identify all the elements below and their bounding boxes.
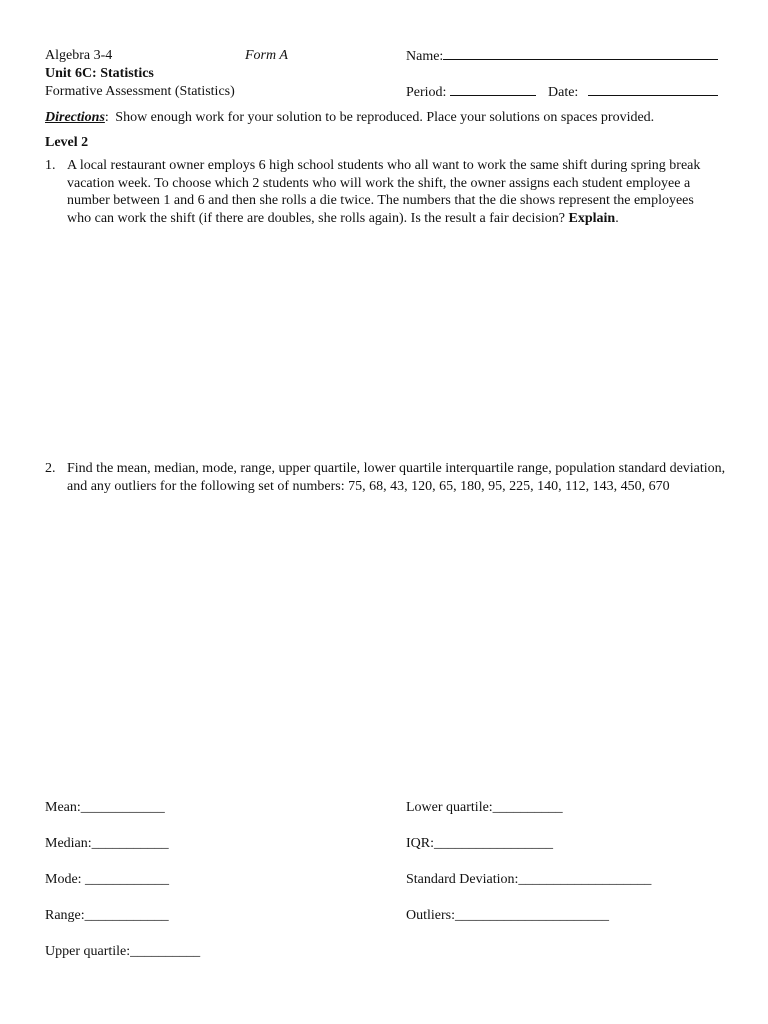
median-answer[interactable]: Median:___________: [45, 836, 169, 851]
assessment-title: Formative Assessment (Statistics): [45, 84, 235, 99]
course-title: Algebra 3-4: [45, 48, 113, 63]
directions-colon: :: [104, 110, 109, 125]
question-1-number: 1.: [45, 158, 56, 173]
period-line[interactable]: [450, 83, 536, 96]
date-label: Date:: [548, 85, 579, 100]
directions-text: Show enough work for your solution to be reproduced. Place your solutions on spaces provided.: [115, 110, 655, 125]
question-1-end: .: [615, 210, 619, 226]
question-1-emphasis: Explain: [568, 210, 616, 226]
unit-title: Unit 6C: Statistics: [45, 66, 154, 81]
directions-label: Directions: [45, 110, 105, 125]
range-answer[interactable]: Range:____________: [45, 908, 169, 923]
question-2-number: 2.: [45, 461, 56, 476]
question-2-text: Find the mean, median, mode, range, upper quartile, lower quartile interquartile range, population standard deviation, and any outliers for the following set of numbers: 75, 68, 43, 120, 65, 180, 95, 225, 140, 112, 143, 450, 670: [67, 461, 726, 494]
mode-answer[interactable]: Mode: ____________: [45, 872, 170, 887]
form-label: Form A: [245, 48, 288, 63]
period-field[interactable]: [406, 83, 536, 101]
question-1-text: A local restaurant owner employs 6 high school students who all want to work the same shift during spring break vacation week. To choose which 2 students who will work the shift, the owner assigns each student employee a number between 1 and 6 and then she rolls a die twice. The numbers that the die shows represent the employees who can work the shift (if there are doubles, she rolls again). Is the result a fair decision?: [67, 158, 701, 226]
period-label: Period:: [406, 85, 447, 100]
date-field[interactable]: [548, 83, 718, 101]
directions: [45, 109, 654, 126]
mean-answer[interactable]: Mean:____________: [45, 800, 165, 815]
date-line[interactable]: [588, 83, 718, 96]
upper-quartile-answer[interactable]: Upper quartile:__________: [45, 944, 201, 959]
iqr-answer[interactable]: IQR:_________________: [406, 836, 553, 851]
question-1: [67, 157, 717, 227]
name-line[interactable]: [443, 47, 718, 60]
level-heading: Level 2: [45, 135, 89, 150]
name-field[interactable]: [406, 47, 718, 65]
lower-quartile-answer[interactable]: Lower quartile:__________: [406, 800, 563, 815]
name-label: Name:: [406, 49, 444, 64]
std-dev-answer[interactable]: Standard Deviation:___________________: [406, 872, 652, 887]
outliers-answer[interactable]: Outliers:______________________: [406, 908, 609, 923]
